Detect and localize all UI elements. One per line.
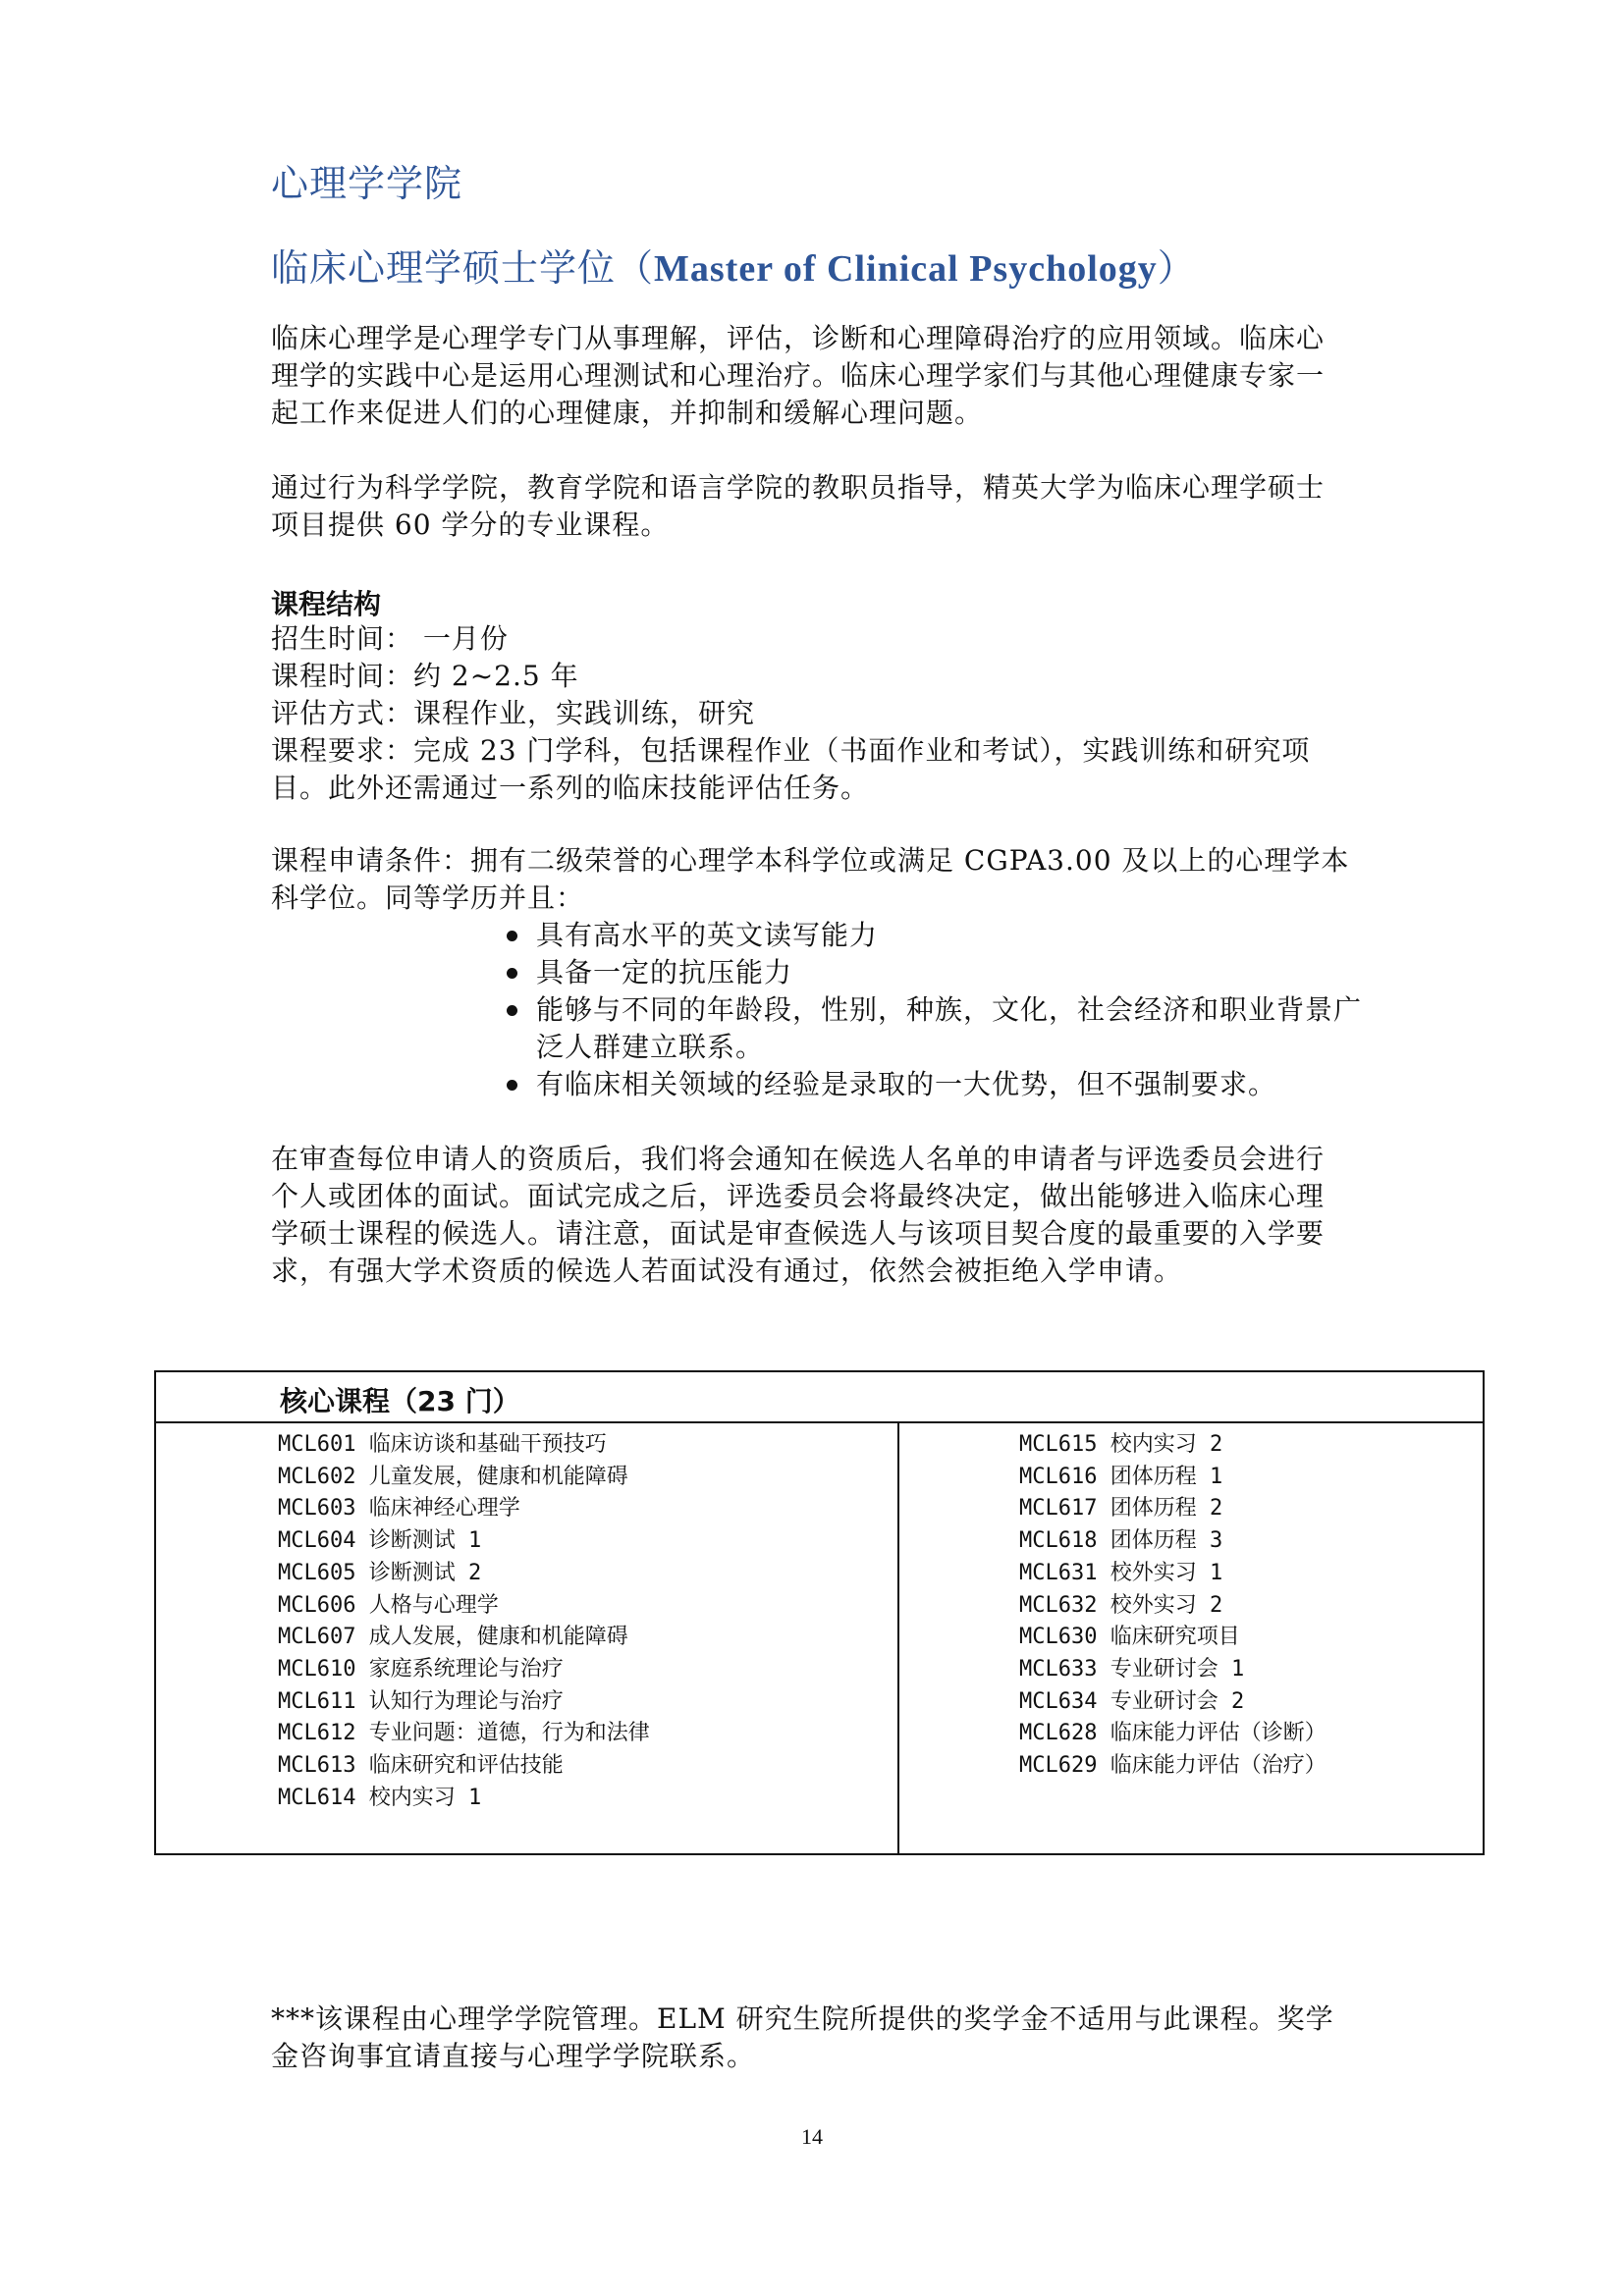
list-item: 具有高水平的英文读写能力: [503, 917, 1367, 954]
list-item: MCL603 临床神经心理学: [278, 1496, 520, 1522]
page-number: 14: [801, 2124, 823, 2149]
admission-bullet-list: [503, 917, 1367, 1103]
list-item: MCL610 家庭系统理论与治疗: [278, 1656, 564, 1682]
list-item: 有临床相关领域的经验是录取的一大优势，但不强制要求。: [503, 1066, 1367, 1103]
list-item: MCL628 临床能力评估（诊断）: [1019, 1721, 1326, 1746]
course-list-right: [1019, 1429, 1326, 1783]
table-header: [156, 1372, 1483, 1423]
list-item: MCL611 认知行为理论与治疗: [278, 1688, 564, 1714]
structure-title: 课程结构: [271, 588, 382, 620]
list-item: MCL616 团体历程 1: [1019, 1464, 1223, 1489]
list-item: MCL612 专业问题：道德，行为和法律: [278, 1721, 650, 1746]
list-item: MCL634 专业研讨会 2: [1019, 1688, 1245, 1714]
intro-paragraph-2: 通过行为科学学院，教育学院和语言学院的教职员指导，精英大学为临床心理学硕士项目提供 60 学分的专业课程。: [271, 471, 1326, 541]
bullet-icon: [507, 1005, 517, 1016]
list-item: MCL615 校内实习 2: [1019, 1432, 1223, 1457]
list-item: MCL604 诊断测试 1: [278, 1528, 482, 1554]
degree-heading-en: Master of Clinical Psychology: [654, 248, 1158, 290]
list-item: MCL631 校外实习 1: [1019, 1560, 1223, 1585]
assessment-line: 评估方式：课程作业，实践训练，研究: [271, 697, 756, 729]
interview-paragraph: 在审查每位申请人的资质后，我们将会通知在候选人名单的申请者与评选委员会进行个人或团体的面试。面试完成之后，评选委员会将最终决定，做出能够进入临床心理学硕士课程的候选人。请注意，面试是审查候选人与该项目契合度的最重要的入学要求，有强大学术资质的候选人若面试没有通过，依然会被拒绝入学申请。: [271, 1143, 1326, 1287]
list-item: MCL618 团体历程 3: [1019, 1528, 1223, 1554]
core-courses-table: [154, 1370, 1485, 1855]
school-heading: 心理学学院: [271, 162, 463, 205]
list-item: MCL606 人格与心理学: [278, 1592, 499, 1618]
list-item: MCL617 团体历程 2: [1019, 1496, 1223, 1522]
degree-heading-close: ）: [1157, 246, 1196, 290]
degree-heading-cn: 临床心理学硕士学位（: [271, 246, 655, 290]
list-item: 能够与不同的年龄段，性别，种族，文化，社会经济和职业背景广泛人群建立联系。: [503, 991, 1367, 1066]
admission-paragraph: 课程申请条件：拥有二级荣誉的心理学本科学位或满足 CGPA3.00 及以上的心理学本科学位。同等学历并且：: [271, 844, 1350, 914]
list-item: MCL607 成人发展，健康和机能障碍: [278, 1625, 628, 1650]
intro-paragraph-1: 临床心理学是心理学专门从事理解，评估，诊断和心理障碍治疗的应用领域。临床心理学的实践中心是运用心理测试和心理治疗。临床心理学家们与其他心理健康专家一起工作来促进人们的心理健康，并抑制和缓解心理问题。: [271, 322, 1326, 429]
list-item: MCL613 临床研究和评估技能: [278, 1753, 564, 1779]
duration-line: 课程时间：约 2~2.5 年: [271, 660, 579, 692]
bullet-icon: [507, 1080, 517, 1091]
list-item: MCL630 临床研究项目: [1019, 1625, 1240, 1650]
degree-heading: [271, 238, 1196, 292]
bullet-icon: [507, 931, 517, 941]
bullet-icon: [507, 968, 517, 979]
list-item: MCL614 校内实习 1: [278, 1785, 482, 1810]
list-item: 具备一定的抗压能力: [503, 954, 1367, 991]
intake-line: 招生时间： 一月份: [271, 622, 509, 655]
list-item: MCL602 儿童发展，健康和机能障碍: [278, 1464, 628, 1489]
list-item: MCL633 专业研讨会 1: [1019, 1656, 1245, 1682]
list-item: MCL632 校外实习 2: [1019, 1592, 1223, 1618]
list-item: MCL629 临床能力评估（治疗）: [1019, 1753, 1326, 1779]
structure-info: [271, 620, 1351, 807]
core-courses-title: 核心课程（23 门）: [280, 1385, 520, 1417]
list-item: MCL601 临床访谈和基础干预技巧: [278, 1432, 607, 1457]
scholarship-footnote: ***该课程由心理学学院管理。ELM 研究生院所提供的奖学金不适用与此课程。奖学金咨询事宜请直接与心理学学院联系。: [271, 2002, 1334, 2072]
list-item: MCL605 诊断测试 2: [278, 1560, 482, 1585]
requirement-line: 课程要求：完成 23 门学科，包括课程作业（书面作业和考试），实践训练和研究项目。此外还需通过一系列的临床技能评估任务。: [271, 734, 1311, 804]
column-divider: [897, 1423, 899, 1853]
course-list-left: [278, 1429, 650, 1814]
